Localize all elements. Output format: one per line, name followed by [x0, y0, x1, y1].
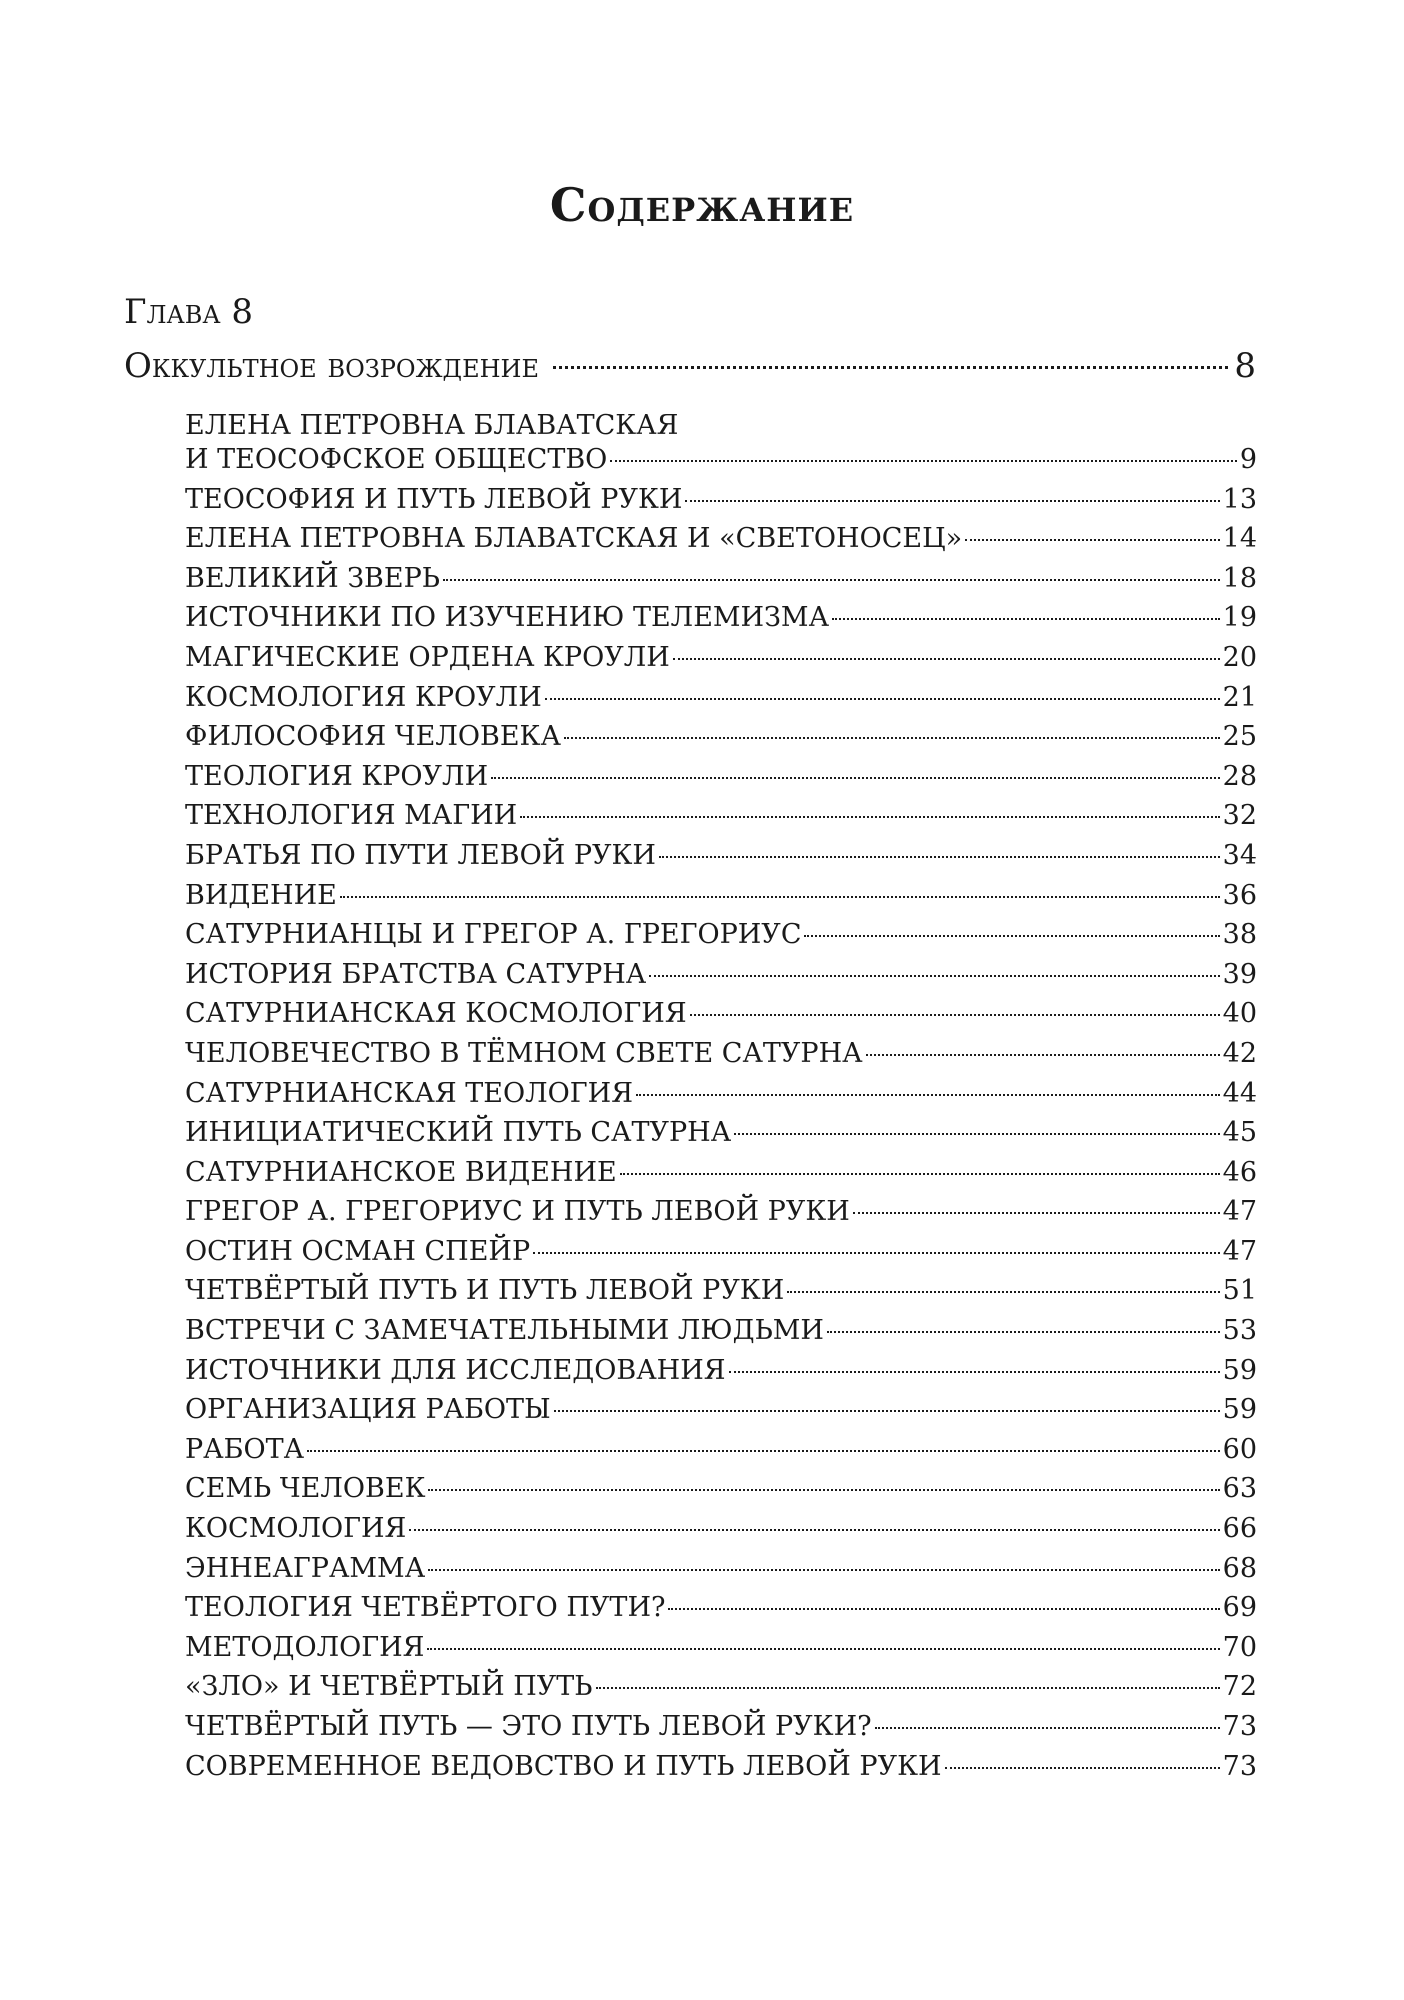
toc-entry[interactable]: [185, 440, 1257, 480]
toc-entry[interactable]: [185, 1707, 1257, 1747]
toc-entry-page-number: 47: [1222, 1235, 1257, 1267]
toc-entry[interactable]: [185, 915, 1257, 955]
toc-entry-title: ВИДЕНИЕ: [185, 879, 337, 911]
dot-leader: [853, 1212, 1220, 1214]
dot-leader: [554, 1410, 1220, 1412]
chapter-page-number: 8: [1234, 346, 1256, 386]
toc-entry-page-number: 45: [1222, 1117, 1257, 1149]
toc-entry-page-number: 42: [1222, 1037, 1257, 1069]
toc-entry-page-number: 18: [1222, 562, 1257, 594]
toc-entry-title: ЭННЕАГРАММА: [185, 1552, 426, 1584]
toc-entry-title: ЧЕТВЁРТЫЙ ПУТЬ — ЭТО ПУТЬ ЛЕВОЙ РУКИ?: [185, 1711, 872, 1742]
dot-leader: [428, 1569, 1220, 1571]
toc-entry[interactable]: [185, 796, 1257, 836]
toc-entry[interactable]: [185, 1232, 1257, 1272]
toc-entry[interactable]: [185, 955, 1257, 995]
toc-entry-title: ОРГАНИЗАЦИЯ РАБОТЫ: [185, 1394, 551, 1426]
toc-entry-page-number: 21: [1222, 681, 1257, 713]
chapter-entry[interactable]: [124, 340, 1256, 392]
toc-entry-title: МАГИЧЕСКИЕ ОРДЕНА КРОУЛИ: [185, 641, 670, 673]
dot-leader: [875, 1727, 1220, 1729]
dot-leader: [945, 1767, 1220, 1769]
toc-entry-page-number: 66: [1222, 1513, 1257, 1545]
dot-leader: [443, 579, 1220, 581]
toc-entry-title: ТЕОЛОГИЯ ЧЕТВЁРТОГО ПУТИ?: [185, 1592, 666, 1624]
toc-entry-title: ИНИЦИАТИЧЕСКИЙ ПУТЬ САТУРНА: [185, 1117, 732, 1149]
toc-entry-title: ИСТОЧНИКИ ДЛЯ ИССЛЕДОВАНИЯ: [185, 1354, 726, 1386]
dot-leader: [610, 460, 1237, 462]
toc-entry[interactable]: [185, 717, 1257, 757]
toc-entry[interactable]: [185, 1430, 1257, 1470]
toc-entry[interactable]: [185, 638, 1257, 678]
toc-entry-page-number: 73: [1222, 1750, 1257, 1782]
dot-leader: [533, 1252, 1220, 1254]
toc-entry-page-number: 14: [1222, 523, 1257, 555]
dot-leader: [659, 856, 1220, 858]
toc-entry-page-number: 46: [1222, 1156, 1257, 1188]
toc-entry-title: СОВРЕМЕННОЕ ВЕДОВСТВО И ПУТЬ ЛЕВОЙ РУКИ: [185, 1750, 942, 1782]
chapter-title: Оккультное возрождение: [124, 346, 539, 386]
dot-leader: [734, 1133, 1219, 1135]
chapter-label: Глава 8: [124, 292, 253, 332]
toc-entry[interactable]: [185, 1351, 1257, 1391]
toc-entry[interactable]: [185, 876, 1257, 916]
dot-leader: [545, 698, 1220, 700]
dot-leader: [307, 1450, 1220, 1452]
toc-entry[interactable]: [185, 1628, 1257, 1668]
toc-entry-title: САТУРНИАНЦЫ И ГРЕГОР А. ГРЕГОРИУС: [185, 919, 802, 951]
toc-entry-page-number: 60: [1222, 1433, 1257, 1465]
dot-leader: [668, 1608, 1219, 1610]
toc-entry-page-number: 39: [1222, 958, 1257, 990]
toc-entry-title: САТУРНИАНСКАЯ ТЕОЛОГИЯ: [185, 1077, 634, 1109]
toc-entry[interactable]: [185, 598, 1257, 638]
toc-entry-page-number: 72: [1222, 1671, 1257, 1703]
toc-entry-first-line: ЕЛЕНА ПЕТРОВНА БЛАВАТСКАЯ: [185, 410, 679, 441]
toc-entry-page-number: 40: [1222, 998, 1257, 1030]
toc-entry-page-number: 20: [1222, 641, 1257, 673]
dot-leader: [636, 1094, 1220, 1096]
toc-entry[interactable]: [185, 480, 1257, 520]
dot-leader: [649, 975, 1219, 977]
toc-entry-page-number: 38: [1222, 919, 1257, 951]
toc-entry-title: СЕМЬ ЧЕЛОВЕК: [185, 1473, 426, 1505]
toc-entry-title: ЧЕЛОВЕЧЕСТВО В ТЁМНОМ СВЕТЕ САТУРНА: [185, 1037, 863, 1069]
dot-leader: [866, 1054, 1220, 1056]
toc-entry-title: ИСТОЧНИКИ ПО ИЗУЧЕНИЮ ТЕЛЕМИЗМА: [185, 602, 830, 634]
toc-entry-title: ИСТОРИЯ БРАТСТВА САТУРНА: [185, 958, 647, 990]
toc-entry[interactable]: [185, 1469, 1257, 1509]
toc-entry-page-number: 51: [1222, 1275, 1257, 1307]
toc-entry-page-number: 32: [1222, 800, 1257, 832]
toc-entry[interactable]: [185, 559, 1257, 599]
dot-leader: [520, 816, 1219, 818]
toc-entry-title: ВСТРЕЧИ С ЗАМЕЧАТЕЛЬНЫМИ ЛЮДЬМИ: [185, 1315, 824, 1347]
toc-entry-page-number: 59: [1222, 1354, 1257, 1386]
toc-entry-title: ТЕОСОФИЯ И ПУТЬ ЛЕВОЙ РУКИ: [185, 483, 683, 515]
toc-entry[interactable]: [185, 836, 1257, 876]
dot-leader: [673, 658, 1220, 660]
toc-entry[interactable]: [185, 1153, 1257, 1193]
dot-leader: [620, 1173, 1220, 1175]
dot-leader: [553, 366, 1228, 369]
page-title: Содержание: [549, 177, 855, 232]
toc-entry-page-number: 53: [1222, 1315, 1257, 1347]
toc-entry-title: ОСТИН ОСМАН СПЕЙР: [185, 1235, 531, 1267]
dot-leader: [409, 1529, 1219, 1531]
toc-entry[interactable]: [185, 1271, 1257, 1311]
toc-entry-title: САТУРНИАНСКОЕ ВИДЕНИЕ: [185, 1156, 617, 1188]
toc-entry-page-number: 69: [1222, 1592, 1257, 1624]
toc-entry-title: КОСМОЛОГИЯ КРОУЛИ: [185, 681, 542, 713]
dot-leader: [427, 1648, 1219, 1650]
toc-entry[interactable]: [185, 757, 1257, 797]
toc-entry[interactable]: [185, 1034, 1257, 1074]
toc-entry[interactable]: [185, 1311, 1257, 1351]
toc-entry-title: ТЕХНОЛОГИЯ МАГИИ: [185, 800, 518, 832]
dot-leader: [596, 1687, 1220, 1689]
dot-leader: [685, 500, 1219, 502]
toc-entry[interactable]: [185, 1074, 1257, 1114]
toc-entry-page-number: 68: [1222, 1552, 1257, 1584]
toc-entry[interactable]: [185, 1549, 1257, 1589]
toc-entry-title: МЕТОДОЛОГИЯ: [185, 1631, 425, 1663]
toc-entry-page-number: 47: [1222, 1196, 1257, 1228]
toc-entry-title: КОСМОЛОГИЯ: [185, 1513, 407, 1545]
toc-entry[interactable]: [185, 678, 1257, 718]
toc-list: [185, 440, 1257, 1786]
toc-entry-page-number: 13: [1222, 483, 1257, 515]
dot-leader: [827, 1331, 1220, 1333]
toc-entry-page-number: 59: [1222, 1394, 1257, 1426]
toc-entry-page-number: 44: [1222, 1077, 1257, 1109]
toc-entry-title: САТУРНИАНСКАЯ КОСМОЛОГИЯ: [185, 998, 687, 1030]
toc-entry[interactable]: [185, 1747, 1257, 1787]
dot-leader: [340, 896, 1220, 898]
dot-leader: [690, 1014, 1220, 1016]
toc-entry-title: ГРЕГОР А. ГРЕГОРИУС И ПУТЬ ЛЕВОЙ РУКИ: [185, 1196, 850, 1228]
toc-entry-title: ЧЕТВЁРТЫЙ ПУТЬ И ПУТЬ ЛЕВОЙ РУКИ: [185, 1275, 785, 1307]
toc-entry-title: БРАТЬЯ ПО ПУТИ ЛЕВОЙ РУКИ: [185, 839, 656, 871]
toc-entry-page-number: 63: [1222, 1473, 1257, 1505]
toc-entry-page-number: 28: [1222, 760, 1257, 792]
toc-entry-title: ТЕОЛОГИЯ КРОУЛИ: [185, 760, 489, 792]
toc-entry-page-number: 25: [1222, 721, 1257, 753]
toc-entry[interactable]: [185, 1113, 1257, 1153]
toc-entry[interactable]: [185, 1588, 1257, 1628]
dot-leader: [965, 539, 1220, 541]
toc-entry-page-number: 36: [1222, 879, 1257, 911]
dot-leader: [564, 737, 1220, 739]
toc-entry[interactable]: [185, 1390, 1257, 1430]
toc-entry-title: ВЕЛИКИЙ ЗВЕРЬ: [185, 562, 440, 594]
toc-entry-title: И ТЕОСОФСКОЕ ОБЩЕСТВО: [185, 444, 608, 475]
dot-leader: [491, 777, 1220, 779]
toc-entry-title: «ЗЛО» И ЧЕТВЁРТЫЙ ПУТЬ: [185, 1671, 593, 1703]
dot-leader: [729, 1371, 1220, 1373]
toc-entry-page-number: 34: [1222, 839, 1257, 871]
toc-entry-page-number: 70: [1222, 1631, 1257, 1663]
dot-leader: [804, 935, 1219, 937]
toc-entry[interactable]: [185, 994, 1257, 1034]
toc-entry-title: ЕЛЕНА ПЕТРОВНА БЛАВАТСКАЯ И «СВЕТОНОСЕЦ»: [185, 523, 963, 555]
toc-entry-page-number: 19: [1222, 602, 1257, 634]
toc-entry-title: ФИЛОСОФИЯ ЧЕЛОВЕКА: [185, 721, 561, 753]
dot-leader: [787, 1291, 1219, 1293]
toc-entry[interactable]: [185, 1509, 1257, 1549]
dot-leader: [832, 618, 1220, 620]
toc-entry[interactable]: [185, 1667, 1257, 1707]
toc-entry-title: РАБОТА: [185, 1433, 305, 1465]
toc-entry-page-number: 73: [1222, 1711, 1257, 1742]
toc-entry[interactable]: [185, 519, 1257, 559]
toc-entry[interactable]: [185, 1192, 1257, 1232]
toc-entry-page-number: 9: [1239, 444, 1257, 475]
dot-leader: [428, 1489, 1219, 1491]
